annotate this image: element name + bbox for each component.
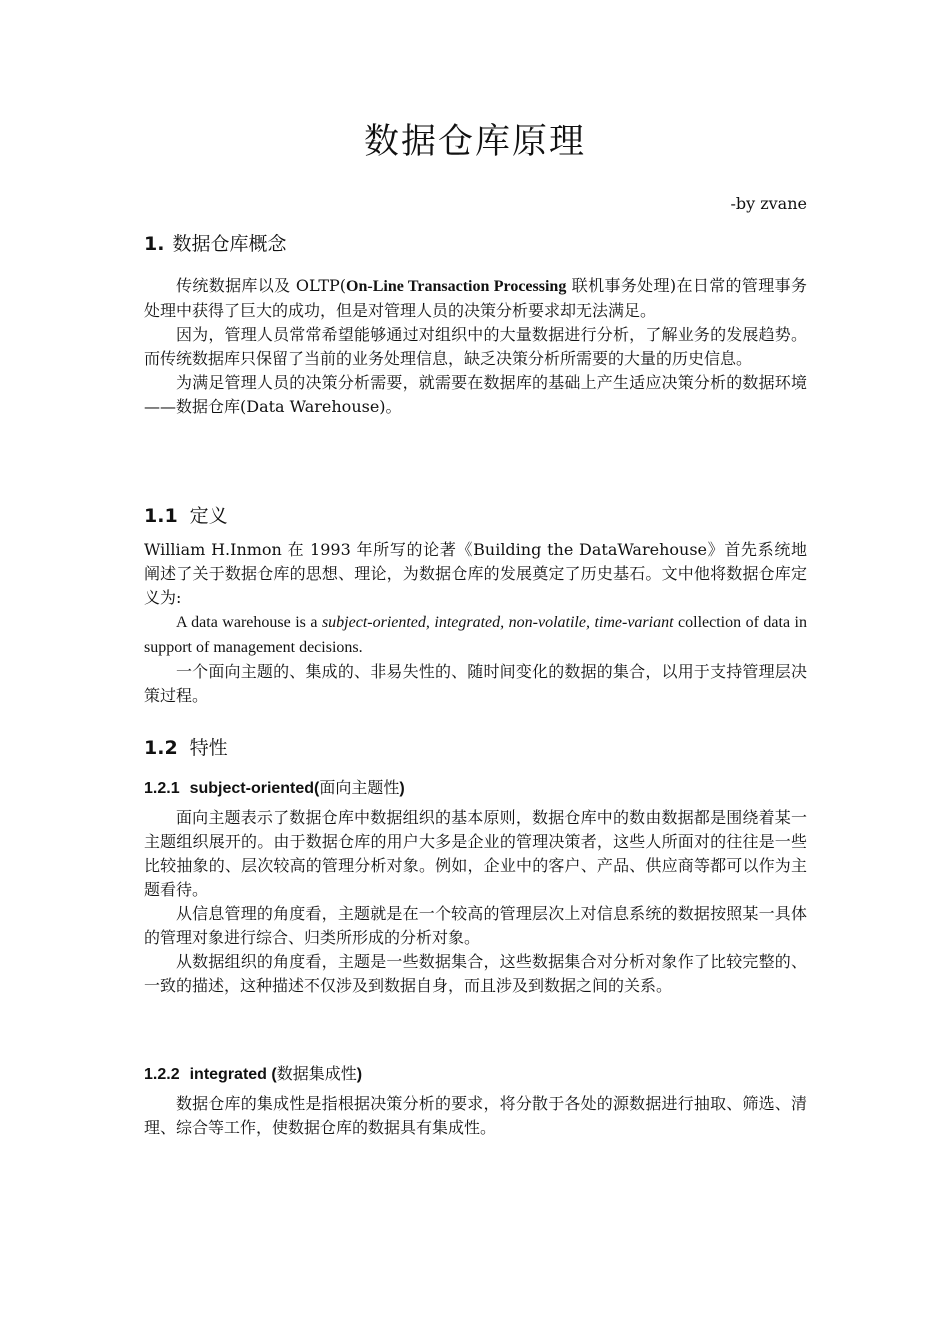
section-1-1-heading	[144, 502, 807, 530]
document-title: 数据仓库原理	[363, 122, 586, 162]
paragraph: 因为，管理人员常常希望能够通过对组织中的大量数据进行分析，了解业务的发展趋势。而传统数据库只保留了当前的业务处理信息，缺乏决策分析所需要的大量的历史信息。	[144, 325, 807, 368]
paragraph: William H.Inmon 在 1993 年所写的论著《Building the DataWarehouse》首先系统地阐述了关于数据仓库的思想、理论，为数据仓库的发展奠定了历史基石。文中他将数据仓库定义为:	[144, 540, 807, 607]
paragraph: 一个面向主题的、集成的、非易失性的、随时间变化的数据的集合，以用于支持管理层决策过程。	[144, 662, 807, 705]
section-number: 1.2.2	[144, 1066, 180, 1083]
section-title-end: )	[399, 780, 405, 797]
paragraph: 面向主题表示了数据仓库中数据组织的基本原则，数据仓库中的数由数据都是围绕着某一主题组织展开的。由于数据仓库的用户大多是企业的管理决策者，这些人所面对的往往是一些比较抽象的、层次较高的管理分析对象。例如，企业中的客户、产品、供应商等都可以作为主题看待。	[144, 808, 807, 899]
text-run: 传统数据库以及 OLTP(	[176, 276, 347, 295]
paragraph: 数据仓库的集成性是指根据决策分析的要求，将分散于各处的源数据进行抽取、筛选、清理、综合等工作，使数据仓库的数据具有集成性。	[144, 1094, 807, 1137]
paragraph	[144, 274, 807, 323]
paragraph: 从信息管理的角度看，主题就是在一个较高的管理层次上对信息系统的数据按照某一具体的管理对象进行综合、归类所形成的分析对象。	[144, 904, 807, 947]
paragraph: 从数据组织的角度看，主题是一些数据集合，这些数据集合对分析对象作了比较完整的、一致的描述，这种描述不仅涉及到数据自身，而且涉及到数据之间的关系。	[144, 952, 807, 995]
section-1-2-2-body	[144, 1092, 807, 1140]
section-1-heading	[144, 230, 807, 258]
section-1-body	[144, 274, 807, 419]
document-author: -by zvane	[730, 194, 807, 213]
italic-term: subject-oriented, integrated, non-volatile, time-variant	[321, 614, 674, 631]
definition-paragraph	[144, 610, 807, 660]
section-title-cn: 数据集成性	[276, 1064, 357, 1083]
bold-term: On-Line Transaction Processing	[346, 278, 567, 295]
section-number: 1.1	[144, 505, 178, 527]
section-1-1-body	[144, 538, 807, 708]
text-run: collection of data in support of management decisions.	[144, 614, 807, 656]
text-run: A data warehouse is a	[176, 614, 322, 631]
section-title: 特性	[189, 737, 228, 759]
section-1-2-1-heading	[144, 776, 807, 801]
section-1-2-2-heading	[144, 1062, 807, 1087]
section-title: 定义	[189, 505, 228, 527]
section-1-2-1-body	[144, 806, 807, 998]
section-number: 1.2	[144, 737, 178, 759]
section-title: subject-oriented(	[189, 780, 320, 797]
text-run: 联机事务处理)在日常的管理事务处理中获得了巨大的成功，但是对管理人员的决策分析要求却无法满足。	[144, 276, 807, 320]
paragraph: 为满足管理人员的决策分析需要，就需要在数据库的基础上产生适应决策分析的数据环境——数据仓库(Data Warehouse)。	[144, 373, 807, 416]
section-title: integrated (	[189, 1066, 277, 1083]
section-title-end: )	[356, 1066, 363, 1083]
section-number: 1.	[144, 233, 165, 255]
section-title: 数据仓库概念	[172, 233, 287, 255]
section-1-2-heading	[144, 734, 807, 762]
section-number: 1.2.1	[144, 780, 180, 797]
section-title-cn: 面向主题性	[319, 778, 400, 797]
